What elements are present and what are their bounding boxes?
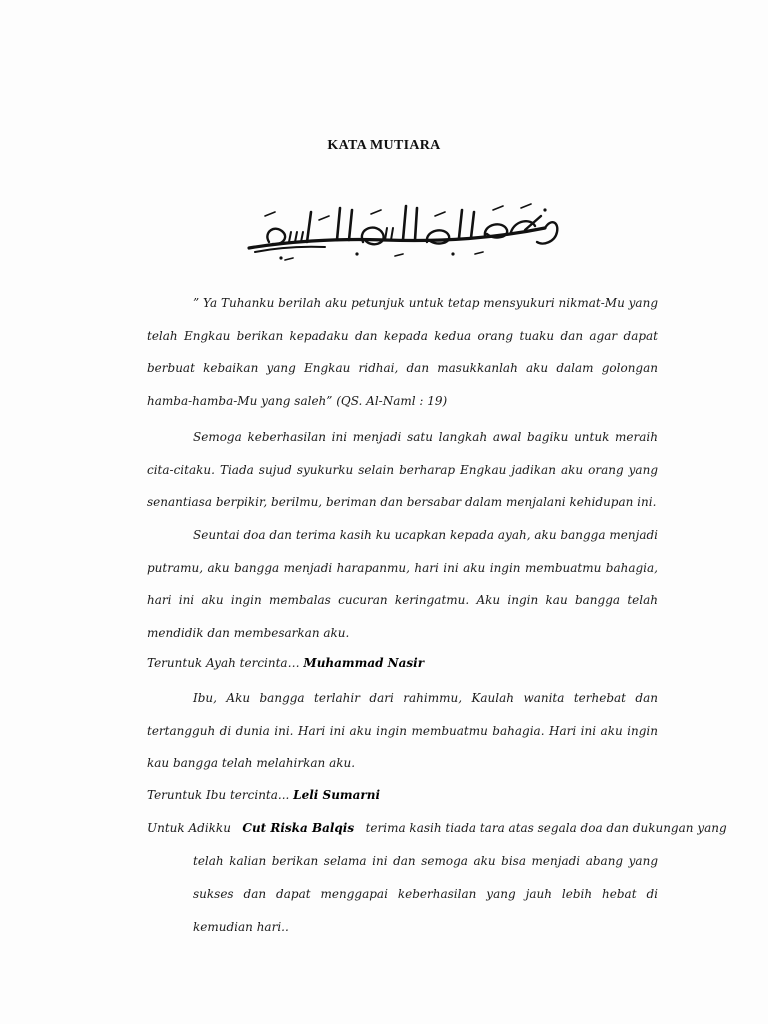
- father-dedication: [147, 656, 424, 670]
- mother-dedication-prefix: Teruntuk Ibu tercinta...: [147, 788, 290, 802]
- sibling-name: Cut Riska Balqis: [242, 821, 355, 835]
- prayer-quote-paragraph: [147, 287, 658, 417]
- mother-text: Ibu, Aku bangga terlahir dari rahimmu, Kaulah wanita terhebat dan tertangguh di dunia ini. Hari ini aku ingin membuatmu bahagia. Hari ini aku ingin kau bangga telah melahirkan aku.: [147, 691, 658, 770]
- mother-name: Leli Sumarni: [293, 788, 381, 802]
- page-title: KATA MUTIARA: [327, 138, 441, 153]
- sibling-dedication-suffix: terima kasih tiada tara atas segala doa dan dukungan yang: [365, 821, 727, 835]
- father-text: Seuntai doa dan terima kasih ku ucapkan kepada ayah, aku bangga menjadi putramu, aku bangga menjadi harapanmu, hari ini aku ingin membuatmu bahagia, hari ini aku ingin membalas cucuran keringatmu. Aku ingin kau bangga telah mendidik dan membesarkan aku.: [147, 528, 658, 640]
- father-paragraph: [147, 519, 658, 649]
- father-dedication-prefix: Teruntuk Ayah tercinta…: [147, 656, 300, 670]
- father-name: Muhammad Nasir: [303, 656, 425, 670]
- hope-text: Semoga keberhasilan ini menjadi satu langkah awal bagiku untuk meraih cita-citaku. Tiada sujud syukurku selain berharap Engkau jadikan aku orang yang senantiasa berpikir, berilmu, beriman dan bersabar dalam menjalani kehidupan ini.: [147, 430, 658, 509]
- sibling-dedication: [147, 821, 727, 835]
- mother-paragraph: [147, 682, 658, 780]
- hope-paragraph: [147, 421, 658, 519]
- prayer-quote-text: ” Ya Tuhanku berilah aku petunjuk untuk tetap mensyukuri nikmat-Mu yang telah Engkau berikan kepadaku dan kepada kedua orang tuaku dan agar dapat berbuat kebaikan yang Engkau ridhai, dan masukkanlah aku dalam golongan hamba-hamba-Mu yang saleh” (QS. Al-Naml : 19): [147, 296, 658, 408]
- basmalah-calligraphy: [245, 198, 565, 268]
- mother-dedication: [147, 788, 380, 802]
- sibling-dedication-continuation: telah kalian berikan selama ini dan semoga aku bisa menjadi abang yang sukses dan dapat menggapai keberhasilan yang jauh lebih hebat di kemudian hari..: [193, 854, 658, 934]
- sibling-dedication-prefix: Untuk Adikku: [147, 821, 231, 835]
